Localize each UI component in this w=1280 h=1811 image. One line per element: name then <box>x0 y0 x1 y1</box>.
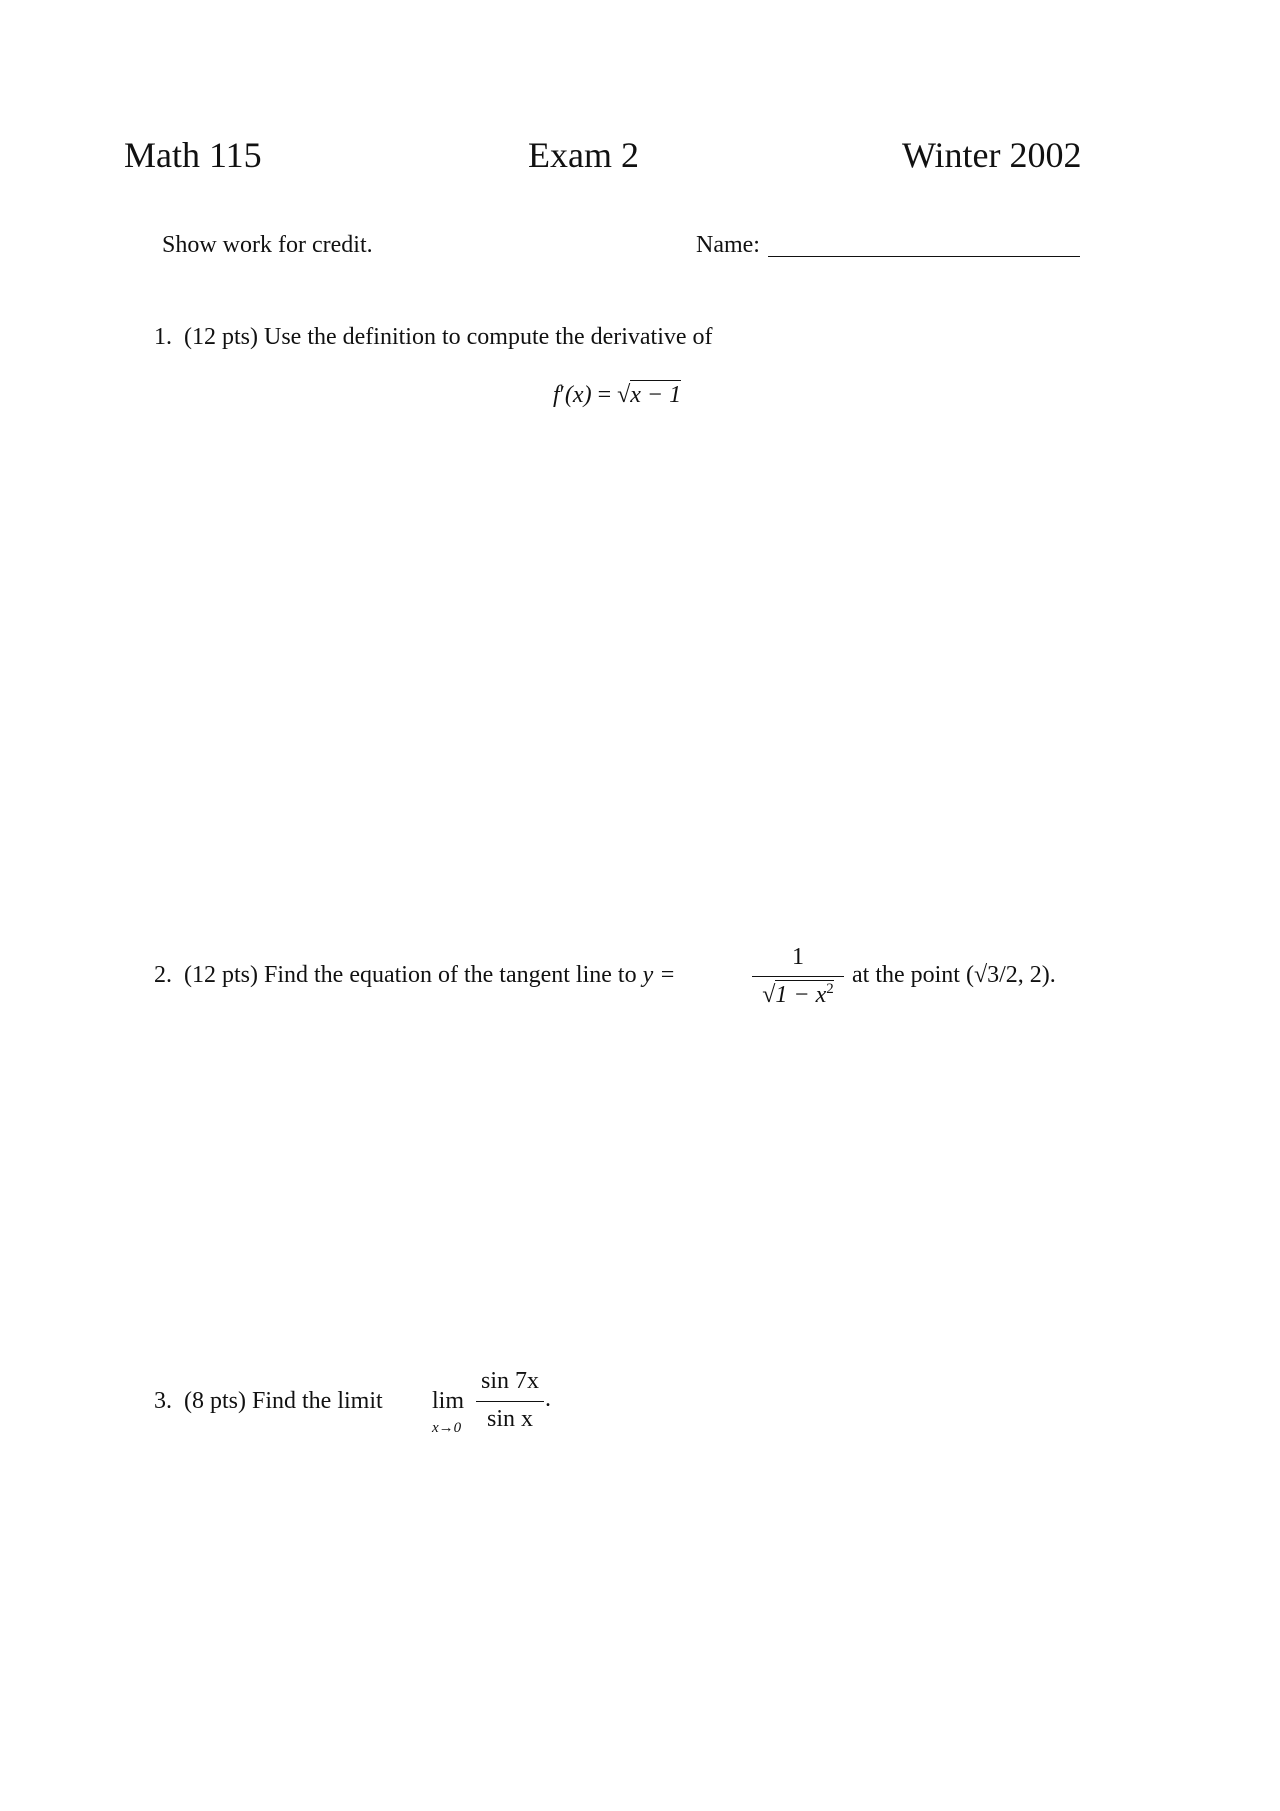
problem-3-text <box>154 1388 383 1415</box>
radical-sign: √ <box>617 382 631 408</box>
exam-title: Exam 2 <box>528 135 639 175</box>
radicand: x − 1 <box>630 382 682 408</box>
denominator-radical: √ <box>762 982 776 1008</box>
problem-2-denominator <box>752 980 844 1009</box>
prime-symbol: ′ <box>559 382 565 408</box>
problem-1-points: (12 pts) <box>184 324 258 350</box>
problem-1-number: 1. <box>154 324 172 350</box>
denominator-radicand <box>775 980 833 1009</box>
point-prefix: at the point ( <box>852 962 974 988</box>
point-rest: 3/2, 2). <box>987 962 1056 988</box>
problem-3-period: . <box>545 1386 551 1412</box>
problem-2-prompt: Find the equation of the tangent line to <box>264 962 637 988</box>
lim-subscript: x→0 <box>432 1420 462 1436</box>
denominator-exponent: 2 <box>826 981 834 997</box>
problem-1-prompt: Use the definition to compute the derivative of <box>264 324 713 350</box>
problem-3-prompt: Find the limit <box>252 1388 383 1414</box>
instructions: Show work for credit. <box>162 232 373 258</box>
problem-1-text <box>154 324 713 351</box>
equals-sign: = <box>597 382 612 408</box>
problem-2-number: 2. <box>154 962 172 988</box>
f-argument: (x) <box>564 382 592 408</box>
lim-operator: lim <box>432 1388 465 1414</box>
problem-2-tail <box>852 962 1056 989</box>
f-symbol: f <box>553 382 560 408</box>
problem-1-formula <box>553 380 681 409</box>
problem-3-number: 3. <box>154 1388 172 1414</box>
problem-2-numerator: 1 <box>792 944 804 970</box>
problem-3-fraction-bar <box>476 1401 544 1402</box>
problem-3-denominator: sin x <box>486 1406 533 1432</box>
problem-3-numerator: sin 7x <box>480 1368 539 1394</box>
name-label: Name: <box>696 232 760 258</box>
course-title: Math 115 <box>124 135 262 175</box>
name-field-line[interactable] <box>768 256 1080 257</box>
problem-2-points: (12 pts) <box>184 962 258 988</box>
problem-3-points: (8 pts) <box>184 1388 246 1414</box>
term-title: Winter 2002 <box>902 135 1082 175</box>
y-equals: y = <box>642 962 676 988</box>
point-radical: √ <box>973 962 988 988</box>
denominator-base: 1 − x <box>775 982 827 1008</box>
problem-2-fraction-bar <box>752 976 844 977</box>
problem-2-text <box>154 962 675 989</box>
